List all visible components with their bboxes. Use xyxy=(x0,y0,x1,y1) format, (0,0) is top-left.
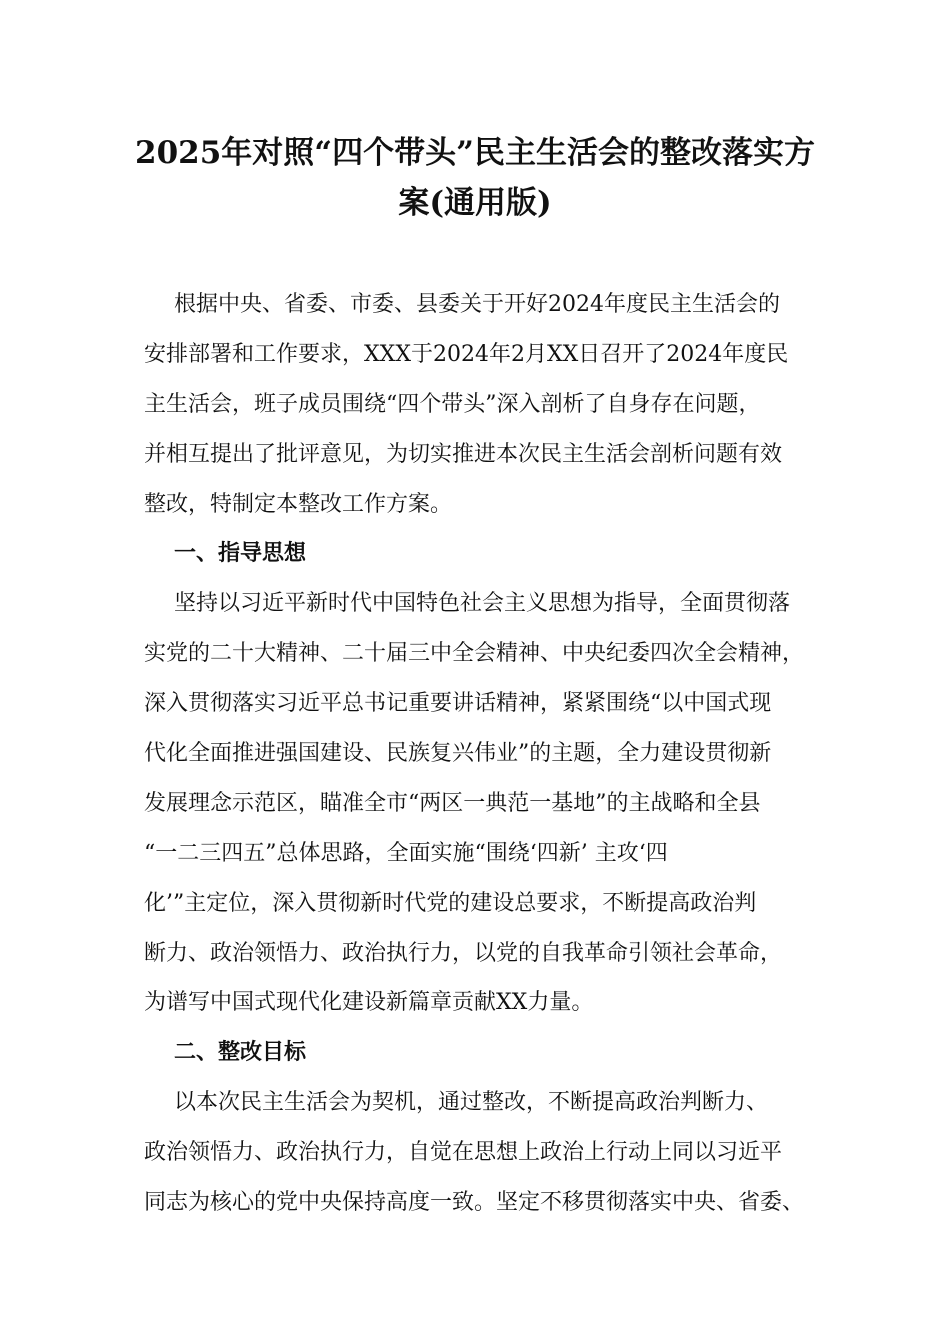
paragraph-line: 安排部署和工作要求，XXX于2024年2月XX日召开了2024年度民 xyxy=(144,341,789,367)
paragraph-line: 以本次民主生活会为契机，通过整改，不断提高政治判断力、 xyxy=(174,1090,769,1116)
paragraph-line: 同志为核心的党中央保持高度一致。坚定不移贯彻落实中央、省委、 xyxy=(144,1190,805,1216)
paragraph-line: 断力、政治领悟力、政治执行力，以党的自我革命引领社会革命， xyxy=(144,940,783,966)
document-body xyxy=(144,280,824,1228)
paragraph-line: 发展理念示范区，瞄准全市“两区一典范一基地”的主战略和全县 xyxy=(144,790,761,816)
document-title xyxy=(120,128,830,228)
paragraph-line: 根据中央、省委、市委、县委关于开好2024年度民主生活会的 xyxy=(174,292,780,317)
title-line-2: 案(通用版) xyxy=(398,185,552,221)
paragraph-line: 并相互提出了批评意见，为切实推进本次民主生活会剖析问题有效 xyxy=(144,441,783,467)
paragraph-line: 化’”主定位，深入贯彻新时代党的建设总要求，不断提高政治判 xyxy=(144,890,757,916)
paragraph-line: 政治领悟力、政治执行力，自觉在思想上政治上行动上同以习近平 xyxy=(144,1140,783,1166)
section-heading: 一、指导思想 xyxy=(174,540,307,567)
paragraph-line: 深入贯彻落实习近平总书记重要讲话精神，紧紧围绕“以中国式现 xyxy=(144,691,772,717)
title-line-1: 2025年对照“四个带头”民主生活会的整改落实方 xyxy=(135,135,815,171)
paragraph-line: “一二三四五”总体思路，全面实施“围绕‘四新’ 主攻‘四 xyxy=(144,840,668,866)
section-heading: 二、整改目标 xyxy=(174,1039,307,1066)
paragraph-line: 代化全面推进强国建设、民族复兴伟业”的主题，全力建设贯彻新 xyxy=(144,741,772,767)
paragraph-line: 实党的二十大精神、二十届三中全会精神、中央纪委四次全会精神， xyxy=(144,641,805,667)
paragraph-line: 坚持以习近平新时代中国特色社会主义思想为指导，全面贯彻落 xyxy=(174,591,791,617)
paragraph-line: 主生活会，班子成员围绕“四个带头”深入剖析了自身存在问题， xyxy=(144,391,761,417)
paragraph-line: 整改，特制定本整改工作方案。 xyxy=(144,491,453,517)
paragraph-line: 为谱写中国式现代化建设新篇章贡献XX力量。 xyxy=(144,990,594,1016)
